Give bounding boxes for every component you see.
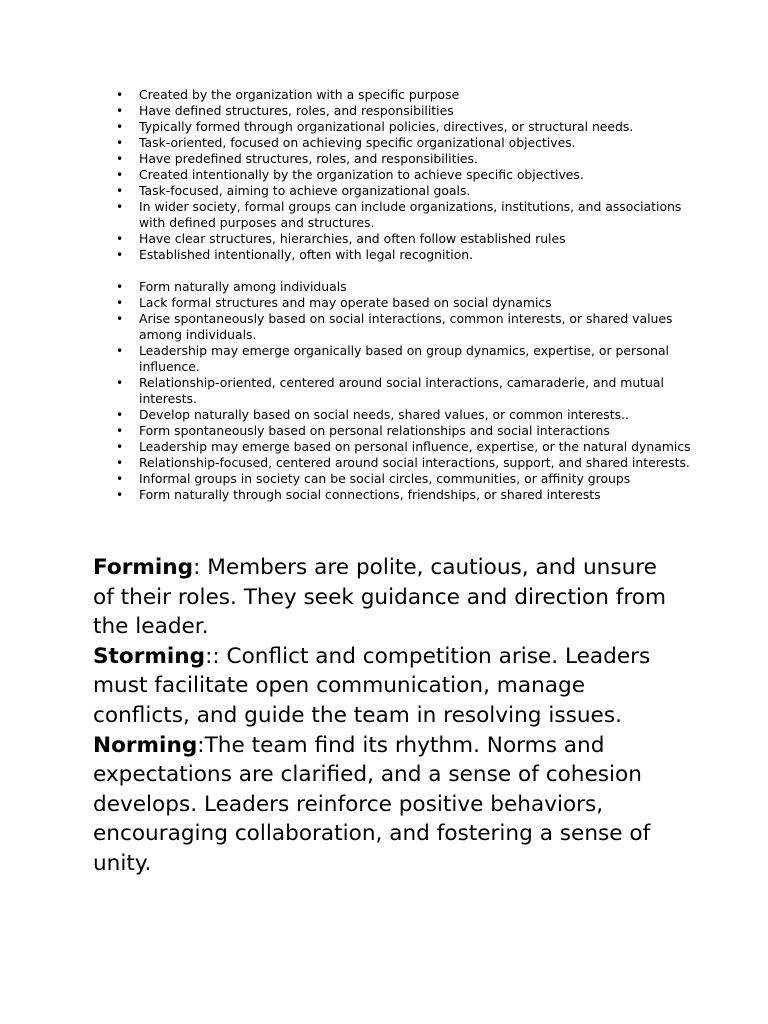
list-item-text: Typically formed through organizational policies, directives, or structural needs. xyxy=(139,119,634,134)
list-item-text: Form naturally through social connections, friendships, or shared interests xyxy=(139,487,601,502)
bullet: • xyxy=(116,135,124,150)
stage-storming xyxy=(93,642,683,731)
stage-description: :The team find its rhythm. Norms and expectations are clarified, and a sense of cohesion develops. Leaders reinforce positive behaviors, encouraging collaboration, and fostering a sense of unity. xyxy=(93,732,651,876)
list-item xyxy=(116,423,696,439)
bullet: • xyxy=(116,87,124,102)
bullet: • xyxy=(116,151,124,166)
stage-norming xyxy=(93,731,683,879)
bullet: • xyxy=(116,343,124,358)
list-item-text: Have clear structures, hierarchies, and often follow established rules xyxy=(139,231,566,246)
list-item xyxy=(116,295,696,311)
list-item-text: In wider society, formal groups can include organizations, institutions, and associations with defined purposes and structures. xyxy=(139,199,682,230)
list-item-text: Leadership may emerge based on personal influence, expertise, or the natural dynamics xyxy=(139,439,691,454)
list-item xyxy=(116,247,696,263)
list-item xyxy=(116,183,696,199)
list-item xyxy=(116,407,696,423)
list-item xyxy=(116,151,696,167)
bullet: • xyxy=(116,231,124,246)
bullet: • xyxy=(116,471,124,486)
list-item xyxy=(116,119,696,135)
list-item-text: Arise spontaneously based on social interactions, common interests, or shared values among individuals. xyxy=(139,311,673,342)
list-item-text: Develop naturally based on social needs, shared values, or common interests.. xyxy=(139,407,629,422)
bullet: • xyxy=(116,439,124,454)
list-item xyxy=(116,135,696,151)
stage-description: : Members are polite, cautious, and unsure of their roles. They seek guidance and direction from the leader. xyxy=(93,555,667,640)
bullet: • xyxy=(116,487,124,502)
list-item xyxy=(116,487,696,503)
list-item xyxy=(116,439,696,455)
list-item xyxy=(116,343,696,375)
bullet: • xyxy=(116,423,124,438)
stage-term: Forming xyxy=(93,555,194,580)
list-item-text: Lack formal structures and may operate based on social dynamics xyxy=(139,295,552,310)
list-item xyxy=(116,167,696,183)
list-item xyxy=(116,87,696,103)
list-item-text: Established intentionally, often with legal recognition. xyxy=(139,247,474,262)
list-item-text: Form spontaneously based on personal relationships and social interactions xyxy=(139,423,610,438)
formal-groups-list xyxy=(116,87,696,263)
bullet: • xyxy=(116,199,124,214)
bullet: • xyxy=(116,375,124,390)
list-item xyxy=(116,375,696,407)
list-item-text: Task-focused, aiming to achieve organizational goals. xyxy=(139,183,471,198)
list-item xyxy=(116,103,696,119)
stage-term: Storming xyxy=(93,643,206,669)
list-item-text: Have predefined structures, roles, and responsibilities. xyxy=(139,151,478,166)
list-item xyxy=(116,199,696,231)
bullet: • xyxy=(116,455,124,470)
bullet: • xyxy=(116,407,124,422)
list-item-text: Created intentionally by the organization to achieve specific objectives. xyxy=(139,167,584,182)
list-item-text: Relationship-focused, centered around social interactions, support, and shared interests. xyxy=(139,455,690,470)
list-item xyxy=(116,455,696,471)
list-item-text: Informal groups in society can be social circles, communities, or affinity groups xyxy=(139,471,631,486)
bullet: • xyxy=(116,247,124,262)
team-stages xyxy=(93,553,683,879)
informal-groups-list xyxy=(116,279,696,503)
bullet: • xyxy=(116,279,124,294)
bullet: • xyxy=(116,103,124,118)
list-item-text: Have defined structures, roles, and responsibilities xyxy=(139,103,454,118)
stage-description: :: Conflict and competition arise. Leaders must facilitate open communication, manage conflicts, and guide the team in resolving issues. xyxy=(93,643,651,728)
list-item-text: Created by the organization with a specific purpose xyxy=(139,87,460,102)
bullet: • xyxy=(116,119,124,134)
bullet: • xyxy=(116,311,124,326)
list-item xyxy=(116,311,696,343)
bullet: • xyxy=(116,167,124,182)
list-item-text: Form naturally among individuals xyxy=(139,279,347,294)
stage-term: Norming xyxy=(93,732,198,758)
list-item-text: Leadership may emerge organically based on group dynamics, expertise, or personal influence. xyxy=(139,343,670,374)
stage-forming xyxy=(93,553,683,642)
list-item xyxy=(116,471,696,487)
bullet: • xyxy=(116,295,124,310)
list-item-text: Task-oriented, focused on achieving specific organizational objectives. xyxy=(139,135,576,150)
list-item-text: Relationship-oriented, centered around social interactions, camaraderie, and mutual interests. xyxy=(139,375,664,406)
bullet: • xyxy=(116,183,124,198)
list-item xyxy=(116,279,696,295)
list-item xyxy=(116,231,696,247)
